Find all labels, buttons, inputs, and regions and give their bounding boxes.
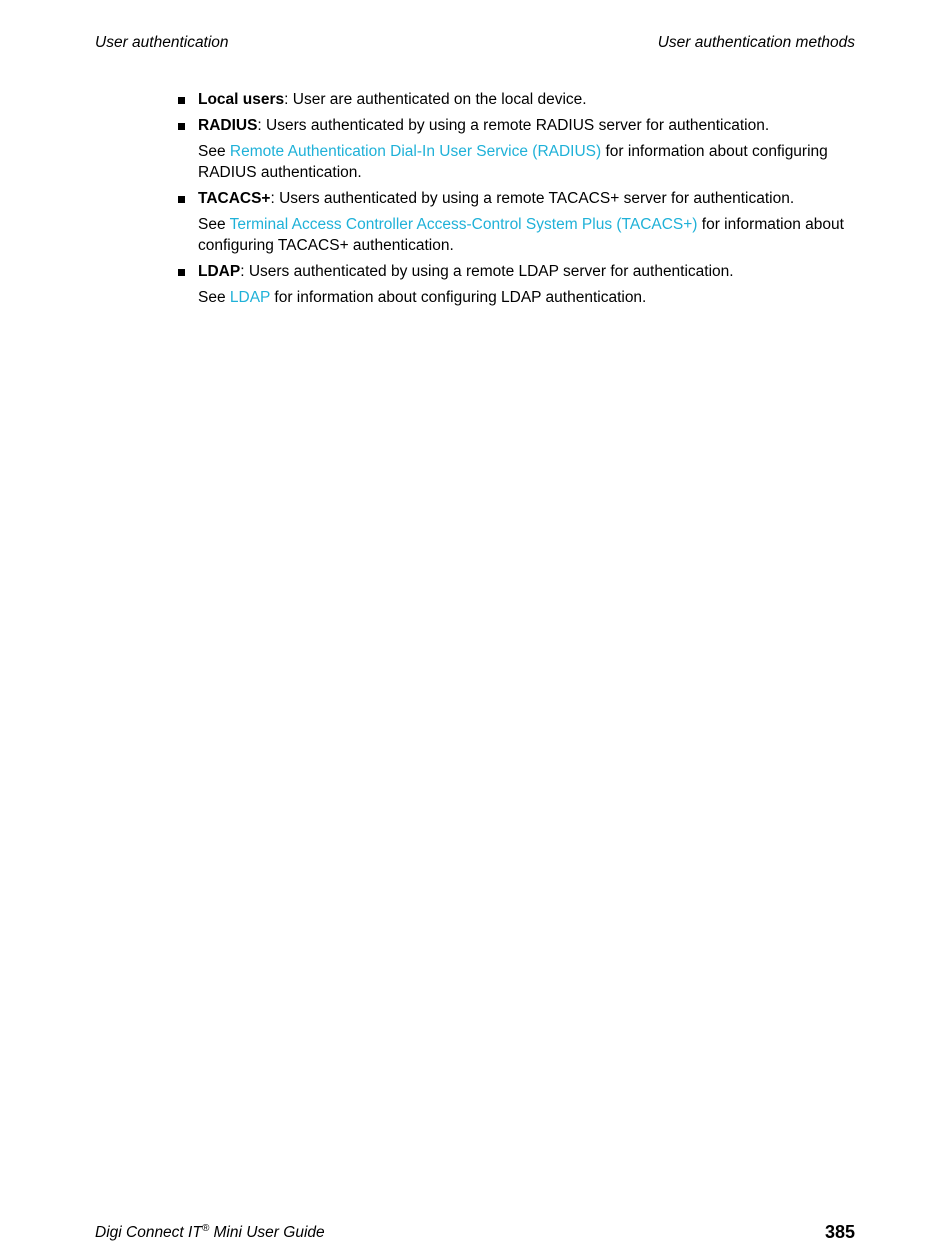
list-item-local-users [178,89,848,110]
item-text [198,261,848,282]
auth-methods-list [178,89,848,313]
square-bullet-icon [178,123,185,130]
item-text [198,188,848,209]
guide-title-prefix: Digi Connect IT [95,1224,202,1242]
item-description: : User are authenticated on the local device. [284,91,587,108]
item-term: LDAP [198,263,241,280]
see-prefix: See [198,143,230,160]
see-also-radius [178,141,848,183]
see-also-ldap [178,287,848,308]
page-header [95,34,855,56]
see-suffix: for information about configuring TACACS+ authentication. [198,216,844,254]
square-bullet-icon [178,97,185,104]
item-description: : Users authenticated by using a remote TACACS+ server for authentication. [270,190,795,207]
item-term: Local users [198,91,285,108]
guide-title-suffix: Mini User Guide [209,1224,325,1242]
item-term: RADIUS [198,117,258,134]
see-prefix: See [198,289,230,306]
page-number: 385 [824,1222,855,1242]
item-description: : Users authenticated by using a remote LDAP server for authentication. [240,263,734,280]
radius-link[interactable]: Remote Authentication Dial-In User Service (RADIUS) [229,143,602,160]
square-bullet-icon [178,269,185,276]
page-footer [95,1222,855,1246]
see-prefix: See [198,216,230,233]
see-also-tacacs [178,214,848,256]
item-text [198,89,848,110]
header-topic-title: User authentication methods [657,34,855,51]
header-section-title: User authentication [95,34,229,51]
ldap-link[interactable]: LDAP [229,289,271,306]
registered-mark: ® [201,1223,210,1234]
see-suffix: for information about configuring LDAP authentication. [270,289,647,306]
item-term: TACACS+ [198,190,271,207]
item-description: : Users authenticated by using a remote RADIUS server for authentication. [257,117,770,134]
list-item-radius [178,115,848,136]
list-item-tacacs [178,188,848,209]
square-bullet-icon [178,196,185,203]
item-text [198,115,848,136]
see-suffix: for information about configuring RADIUS authentication. [198,143,828,181]
guide-title [95,1223,325,1242]
tacacs-link[interactable]: Terminal Access Controller Access-Control System Plus (TACACS+) [229,216,698,233]
list-item-ldap [178,261,848,282]
